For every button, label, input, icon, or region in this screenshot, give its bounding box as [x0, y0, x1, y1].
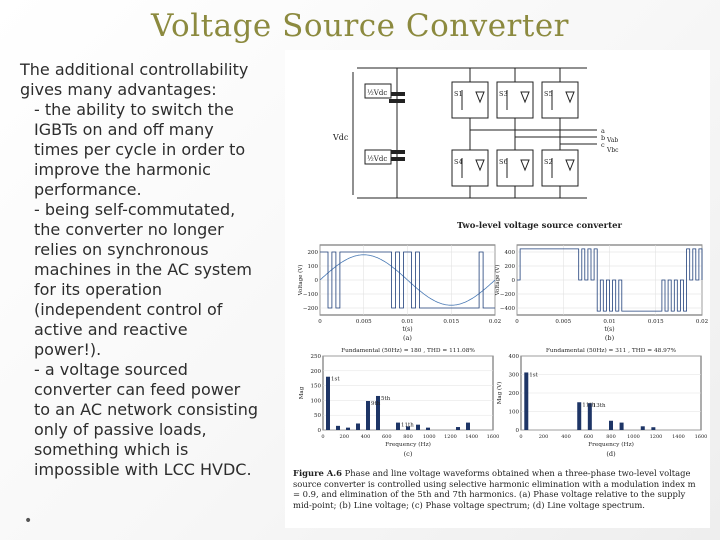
- spectrum-bar: [426, 428, 430, 430]
- figure-caption-label: Figure A.6: [293, 468, 342, 478]
- y-tick-label: 400: [504, 250, 515, 256]
- switch-label: S2: [544, 158, 553, 166]
- spectrum-bar: [326, 377, 330, 430]
- y-tick-label: −400: [499, 306, 515, 312]
- x-tick-label: 0: [318, 319, 322, 325]
- x-tick-label: 0.015: [647, 319, 664, 325]
- harmonic-annotation: 11th: [582, 402, 596, 409]
- harmonic-annotation: 5th: [381, 395, 391, 402]
- x-tick-label: 0.015: [443, 319, 460, 325]
- body-text-line: IGBTs on and off many: [34, 120, 214, 139]
- y-tick-label: 0: [314, 278, 318, 284]
- harmonic-annotation: 1st: [529, 372, 538, 379]
- y-tick-label: 200: [508, 391, 519, 397]
- figure-caption-text: Phase and line voltage waveforms obtained when a three-phase two-level voltage source converter is controlled using selective harmonic elimination with a modulation index m = 0.9, and elimination of the 5th and 7th harmonics. (a) Phase voltage relative to the supply mid-point; (b) Line voltage; (c) Phase voltage spectrum; (d) Line voltage spectrum.: [293, 468, 696, 510]
- spectrum-bar: [356, 423, 360, 430]
- figure-canvas: [285, 50, 710, 528]
- spectrum-bar: [466, 423, 470, 430]
- y-tick-label: 400: [508, 354, 519, 360]
- body-text-line: improve the harmonic: [34, 160, 211, 179]
- x-axis-label: t(s): [402, 326, 413, 333]
- half-vdc-bottom-label: ½Vdc: [367, 155, 388, 163]
- spectrum-title: Fundamental (50Hz) = 180 , THD = 111.08%: [341, 348, 475, 354]
- figure-caption: [293, 468, 705, 510]
- y-tick-label: −100: [302, 292, 318, 298]
- body-text: [20, 60, 288, 480]
- x-tick-label: 200: [339, 434, 350, 440]
- x-tick-label: 1000: [422, 434, 436, 440]
- x-tick-label: 0: [519, 434, 523, 440]
- spectrum-title: Fundamental (50Hz) = 311 , THD = 48.97%: [545, 348, 677, 354]
- spectrum-bar: [456, 427, 460, 430]
- body-text-line: (independent control of: [34, 300, 223, 319]
- switch-label: S4: [454, 158, 463, 166]
- x-axis-label: t(s): [604, 326, 615, 333]
- x-tick-label: 800: [403, 434, 413, 440]
- y-axis-label: Voltage (V): [495, 264, 501, 296]
- harmonic-annotation: 13th: [592, 403, 606, 410]
- body-text-line: - a voltage sourced: [34, 360, 188, 379]
- switch-label: S1: [454, 90, 463, 98]
- body-text-line: times per cycle in order to: [34, 140, 246, 159]
- harmonic-annotation: 9th: [371, 400, 381, 407]
- switch-label: S3: [499, 90, 508, 98]
- x-tick-label: 1400: [465, 434, 479, 440]
- x-tick-label: 0.005: [355, 319, 372, 325]
- spectrum-bar: [609, 421, 613, 430]
- slide-title: Voltage Source Converter: [151, 8, 569, 44]
- x-axis-label: Frequency (Hz): [385, 442, 431, 448]
- y-tick-label: −200: [302, 306, 318, 312]
- body-text-line: machines in the AC system: [34, 260, 252, 279]
- x-tick-label: 0: [321, 434, 325, 440]
- body-text-line: something which is: [34, 440, 189, 459]
- x-tick-label: 1000: [627, 434, 640, 440]
- y-tick-label: 100: [310, 398, 321, 405]
- bullet-marker: •: [24, 513, 33, 529]
- x-tick-label: 200: [538, 434, 549, 440]
- body-text-line: converter can feed power: [34, 380, 241, 399]
- phase-label: a: [601, 127, 605, 135]
- x-tick-label: 600: [583, 434, 594, 440]
- y-tick-label: 200: [504, 264, 515, 270]
- y-tick-label: 150: [310, 383, 321, 390]
- spectrum-bar: [651, 427, 655, 430]
- panel-label: (b): [604, 334, 615, 342]
- body-text-line: - being self-commutated,: [34, 200, 236, 219]
- igbt-switch: [542, 82, 578, 118]
- body-text-line: to an AC network consisting: [34, 400, 259, 419]
- y-tick-label: 0: [511, 278, 515, 284]
- x-tick-label: 400: [561, 434, 571, 440]
- body-text-line: performance.: [34, 180, 142, 199]
- body-text-line: the converter no longer: [34, 220, 224, 239]
- x-tick-label: 1200: [649, 434, 663, 440]
- figure-panel: [285, 50, 710, 528]
- body-text-line: active and reactive: [34, 320, 188, 339]
- phase-label: b: [601, 134, 606, 142]
- y-axis-label: Mag: [299, 386, 305, 400]
- igbt-switch: [497, 82, 533, 118]
- y-axis-label: Mag (V): [497, 381, 503, 405]
- body-text-line: - the ability to switch the: [34, 100, 234, 119]
- y-tick-label: 100: [508, 409, 519, 416]
- switch-label: S6: [499, 158, 508, 166]
- spectrum-bar: [396, 423, 400, 430]
- spectrum-bar: [366, 401, 370, 430]
- y-tick-label: 250: [310, 354, 321, 360]
- spectrum-bar: [346, 428, 350, 430]
- body-text-line: The additional controllability: [20, 60, 249, 79]
- x-tick-label: 400: [360, 434, 371, 440]
- switch-label: S5: [544, 90, 553, 98]
- spectrum-bar: [416, 425, 420, 430]
- spectrum-bar: [641, 426, 645, 430]
- x-axis-label: Frequency (Hz): [588, 442, 634, 448]
- line-voltage-label: Vab: [607, 137, 619, 144]
- capacitor-top-plate: [389, 99, 405, 103]
- x-tick-label: 0.01: [401, 319, 414, 325]
- igbt-switch: [452, 150, 488, 186]
- x-tick-label: 1200: [444, 434, 457, 440]
- panel-label: (a): [403, 334, 412, 342]
- x-tick-label: 600: [381, 434, 392, 440]
- y-tick-label: 0: [317, 428, 321, 434]
- y-tick-label: 100: [307, 264, 318, 270]
- y-tick-label: −200: [499, 292, 515, 298]
- body-text-line: relies on synchronous: [34, 240, 209, 259]
- circuit-diagram: [332, 68, 622, 231]
- body-text-line: only of passive loads,: [34, 420, 207, 439]
- x-tick-label: 0.02: [695, 319, 709, 325]
- spectrum-bar: [336, 426, 340, 430]
- y-tick-label: 50: [314, 413, 321, 420]
- igbt-switch: [452, 82, 488, 118]
- x-tick-label: 0: [515, 319, 519, 325]
- x-tick-label: 0.02: [488, 319, 502, 325]
- spectrum-bar: [524, 372, 528, 430]
- body-text-line: gives many advantages:: [20, 80, 217, 99]
- phase-label: c: [601, 141, 605, 149]
- body-text-line: impossible with LCC HVDC.: [34, 460, 252, 479]
- circuit-caption: Two-level voltage source converter: [457, 221, 622, 231]
- x-tick-label: 1400: [672, 434, 685, 440]
- half-vdc-top-label: ½Vdc: [367, 89, 388, 97]
- x-tick-label: 1600: [486, 434, 500, 440]
- vdc-label: Vdc: [333, 133, 349, 142]
- y-tick-label: 200: [310, 368, 321, 375]
- spectrum-axes: [323, 356, 493, 430]
- panel-label: (d): [606, 450, 616, 458]
- x-tick-label: 0.01: [603, 319, 616, 325]
- spectrum-bar: [577, 402, 581, 430]
- body-text-line: for its operation: [34, 280, 163, 299]
- harmonic-annotation: 11th: [401, 422, 414, 429]
- x-tick-label: 0.005: [555, 319, 572, 325]
- x-tick-label: 800: [606, 434, 616, 440]
- harmonic-annotation: 1st: [331, 376, 340, 383]
- line-voltage-label: Vbc: [607, 147, 619, 154]
- y-tick-label: 0: [515, 428, 519, 434]
- y-axis-label: Voltage (V): [298, 264, 304, 296]
- spectrum-bar: [620, 423, 624, 430]
- igbt-switch: [497, 150, 533, 186]
- panel-label: (c): [403, 450, 413, 458]
- igbt-switch: [542, 150, 578, 186]
- body-text-line: power!).: [34, 340, 102, 359]
- x-tick-label: 1600: [694, 434, 708, 440]
- y-tick-label: 300: [508, 372, 519, 379]
- y-tick-label: 200: [307, 250, 318, 256]
